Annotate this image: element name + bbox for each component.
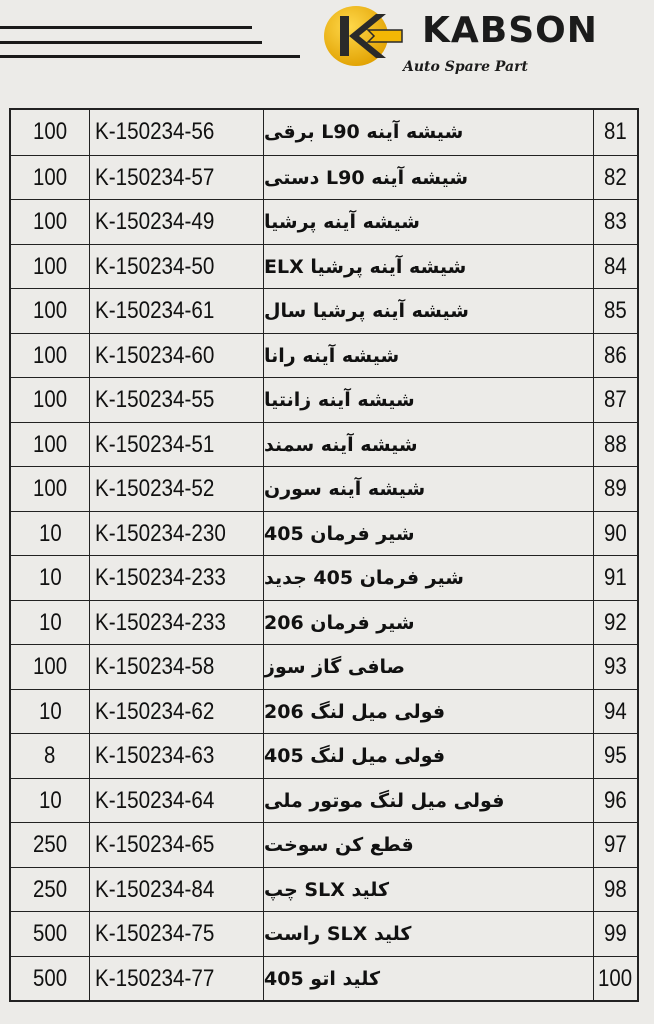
part-name-text: شیشه آینه زانتیا (264, 389, 415, 412)
part-name-text: شیشه آینه L90 برقی (264, 121, 464, 144)
table-row (11, 600, 637, 646)
quantity-cell (11, 110, 90, 155)
quantity-text: 100 (32, 341, 68, 369)
row-number-text: 84 (604, 252, 627, 280)
row-number-cell (594, 823, 637, 868)
quantity-cell (11, 601, 90, 646)
part-name-text: قطع کن سوخت (264, 834, 414, 857)
part-name-cell (264, 467, 594, 512)
row-number-text: 100 (598, 964, 633, 992)
part-code-text: K-150234-56 (95, 118, 215, 146)
part-code-cell (89, 245, 264, 290)
row-number-text: 90 (604, 519, 627, 547)
part-name-cell (264, 200, 594, 245)
part-name-cell (264, 957, 594, 1002)
row-number-text: 88 (604, 430, 627, 458)
row-number-cell (594, 868, 637, 913)
table-row (11, 199, 637, 245)
part-name-cell (264, 779, 594, 824)
table-row (11, 333, 637, 379)
row-number-cell (594, 690, 637, 735)
table-row (11, 288, 637, 334)
part-code-text: K-150234-64 (95, 786, 215, 814)
row-number-cell (594, 423, 637, 468)
part-code-cell (89, 200, 264, 245)
row-number-cell (594, 378, 637, 423)
part-name-text: شیر فرمان 405 جدید (264, 567, 464, 590)
quantity-cell (11, 868, 90, 913)
table-row (11, 155, 637, 201)
part-code-cell (89, 690, 264, 735)
quantity-cell (11, 200, 90, 245)
table-row (11, 867, 637, 913)
row-number-cell (594, 779, 637, 824)
quantity-cell (11, 156, 90, 201)
part-name-text: شیشه آینه رانا (264, 344, 400, 367)
part-name-cell (264, 823, 594, 868)
part-name-text: شیشه آینه پرشیا (264, 211, 420, 234)
row-number-cell (594, 734, 637, 779)
quantity-cell (11, 378, 90, 423)
part-code-text: K-150234-230 (95, 519, 226, 547)
part-code-cell (89, 957, 264, 1002)
part-code-text: K-150234-75 (95, 920, 215, 948)
quantity-cell (11, 779, 90, 824)
table-row (11, 956, 637, 1002)
part-code-text: K-150234-58 (95, 653, 215, 681)
row-number-cell (594, 912, 637, 957)
row-number-text: 91 (604, 564, 627, 592)
quantity-text: 10 (38, 697, 62, 725)
quantity-cell (11, 512, 90, 557)
table-row (11, 822, 637, 868)
row-number-cell (594, 245, 637, 290)
row-number-cell (594, 334, 637, 379)
row-number-cell (594, 467, 637, 512)
table-row (11, 422, 637, 468)
part-code-cell (89, 334, 264, 379)
quantity-cell (11, 823, 90, 868)
part-name-text: شیشه آینه سمند (264, 433, 418, 456)
table-row (11, 644, 637, 690)
part-code-text: K-150234-62 (95, 697, 215, 725)
quantity-text: 250 (32, 875, 68, 903)
part-code-text: K-150234-55 (95, 386, 215, 414)
part-code-cell (89, 378, 264, 423)
part-name-cell (264, 378, 594, 423)
part-code-text: K-150234-57 (95, 163, 215, 191)
part-code-text: K-150234-50 (95, 252, 215, 280)
part-name-text: صافی گاز سوز (264, 656, 406, 679)
part-code-cell (89, 423, 264, 468)
table-row (11, 466, 637, 512)
row-number-cell (594, 601, 637, 646)
quantity-text: 250 (32, 831, 68, 859)
quantity-text: 10 (38, 519, 62, 547)
part-name-text: کلید اتو 405 (264, 967, 380, 990)
parts-table (9, 108, 639, 1002)
row-number-text: 99 (604, 920, 627, 948)
part-name-cell (264, 645, 594, 690)
quantity-text: 10 (38, 608, 62, 636)
table-row (11, 733, 637, 779)
quantity-text: 100 (32, 252, 68, 280)
part-name-cell (264, 912, 594, 957)
quantity-cell (11, 423, 90, 468)
quantity-cell (11, 289, 90, 334)
part-code-cell (89, 156, 264, 201)
quantity-text: 10 (38, 564, 62, 592)
quantity-cell (11, 957, 90, 1002)
quantity-text: 100 (32, 475, 68, 503)
part-name-text: فولی میل لنگ موتور ملی (264, 789, 505, 812)
quantity-cell (11, 912, 90, 957)
part-code-text: K-150234-61 (95, 297, 215, 325)
table-row (11, 110, 637, 155)
part-name-text: شیر فرمان 405 (264, 522, 415, 545)
row-number-text: 86 (604, 341, 627, 369)
row-number-text: 97 (604, 831, 627, 859)
part-code-text: K-150234-77 (95, 964, 215, 992)
part-name-text: شیشه آینه سورن (264, 478, 426, 501)
part-code-text: K-150234-233 (95, 564, 226, 592)
header-rule-1 (0, 26, 252, 29)
part-name-text: شیشه آینه پرشیا سال (264, 300, 469, 323)
row-number-text: 83 (604, 208, 627, 236)
part-code-cell (89, 823, 264, 868)
part-name-cell (264, 734, 594, 779)
table-row (11, 911, 637, 957)
part-code-text: K-150234-65 (95, 831, 215, 859)
brand-tagline: Auto Spare Part (403, 59, 528, 75)
quantity-cell (11, 245, 90, 290)
row-number-text: 85 (604, 297, 627, 325)
part-code-text: K-150234-60 (95, 341, 215, 369)
part-name-text: کلید SLX چپ (264, 878, 390, 901)
part-name-text: کلید SLX راست (264, 923, 412, 946)
k-arrow-logo-icon (322, 4, 404, 73)
quantity-text: 100 (32, 386, 68, 414)
row-number-cell (594, 957, 637, 1002)
row-number-text: 98 (604, 875, 627, 903)
quantity-text: 100 (32, 653, 68, 681)
part-name-cell (264, 556, 594, 601)
part-code-text: K-150234-51 (95, 430, 215, 458)
part-code-cell (89, 734, 264, 779)
part-name-cell (264, 245, 594, 290)
quantity-cell (11, 556, 90, 601)
part-name-text: شیشه آینه پرشیا ELX (264, 255, 467, 278)
part-code-cell (89, 512, 264, 557)
part-code-text: K-150234-84 (95, 875, 215, 903)
row-number-text: 81 (604, 118, 627, 146)
row-number-cell (594, 200, 637, 245)
table-row (11, 689, 637, 735)
row-number-cell (594, 645, 637, 690)
part-code-text: K-150234-49 (95, 208, 215, 236)
quantity-text: 500 (32, 964, 68, 992)
part-name-text: شیشه آینه L90 دستی (264, 166, 469, 189)
part-name-cell (264, 423, 594, 468)
part-name-cell (264, 868, 594, 913)
part-name-text: شیر فرمان 206 (264, 611, 415, 634)
row-number-cell (594, 110, 637, 155)
part-name-cell (264, 601, 594, 646)
brand-name: KABSON (422, 10, 598, 51)
part-code-cell (89, 868, 264, 913)
table-row (11, 778, 637, 824)
quantity-text: 100 (32, 163, 68, 191)
part-name-cell (264, 289, 594, 334)
quantity-text: 100 (32, 208, 68, 236)
part-code-cell (89, 289, 264, 334)
quantity-cell (11, 690, 90, 735)
quantity-cell (11, 645, 90, 690)
part-name-text: فولی میل لنگ 405 (264, 745, 446, 768)
quantity-cell (11, 734, 90, 779)
row-number-cell (594, 512, 637, 557)
header-rule-3 (0, 55, 300, 58)
part-code-cell (89, 467, 264, 512)
row-number-text: 87 (604, 386, 627, 414)
part-code-cell (89, 556, 264, 601)
part-name-cell (264, 334, 594, 379)
part-code-cell (89, 779, 264, 824)
part-name-cell (264, 690, 594, 735)
quantity-cell (11, 467, 90, 512)
row-number-text: 93 (604, 653, 627, 681)
row-number-text: 95 (604, 742, 627, 770)
part-code-text: K-150234-63 (95, 742, 215, 770)
quantity-text: 100 (32, 297, 68, 325)
row-number-cell (594, 556, 637, 601)
quantity-cell (11, 334, 90, 379)
row-number-text: 89 (604, 475, 627, 503)
part-code-text: K-150234-52 (95, 475, 215, 503)
part-code-cell (89, 912, 264, 957)
part-name-cell (264, 110, 594, 155)
row-number-cell (594, 156, 637, 201)
row-number-cell (594, 289, 637, 334)
header-rule-2 (0, 41, 262, 44)
part-code-text: K-150234-233 (95, 608, 226, 636)
part-name-text: فولی میل لنگ 206 (264, 700, 446, 723)
row-number-text: 94 (604, 697, 627, 725)
quantity-text: 500 (32, 920, 68, 948)
part-name-cell (264, 156, 594, 201)
quantity-text: 10 (38, 786, 62, 814)
part-code-cell (89, 110, 264, 155)
table-row (11, 244, 637, 290)
table-row (11, 555, 637, 601)
quantity-text: 100 (32, 118, 68, 146)
part-code-cell (89, 601, 264, 646)
row-number-text: 82 (604, 163, 627, 191)
quantity-text: 8 (44, 742, 56, 770)
quantity-text: 100 (32, 430, 68, 458)
row-number-text: 96 (604, 786, 627, 814)
table-row (11, 377, 637, 423)
part-code-cell (89, 645, 264, 690)
table-row (11, 511, 637, 557)
part-name-cell (264, 512, 594, 557)
row-number-text: 92 (604, 608, 627, 636)
